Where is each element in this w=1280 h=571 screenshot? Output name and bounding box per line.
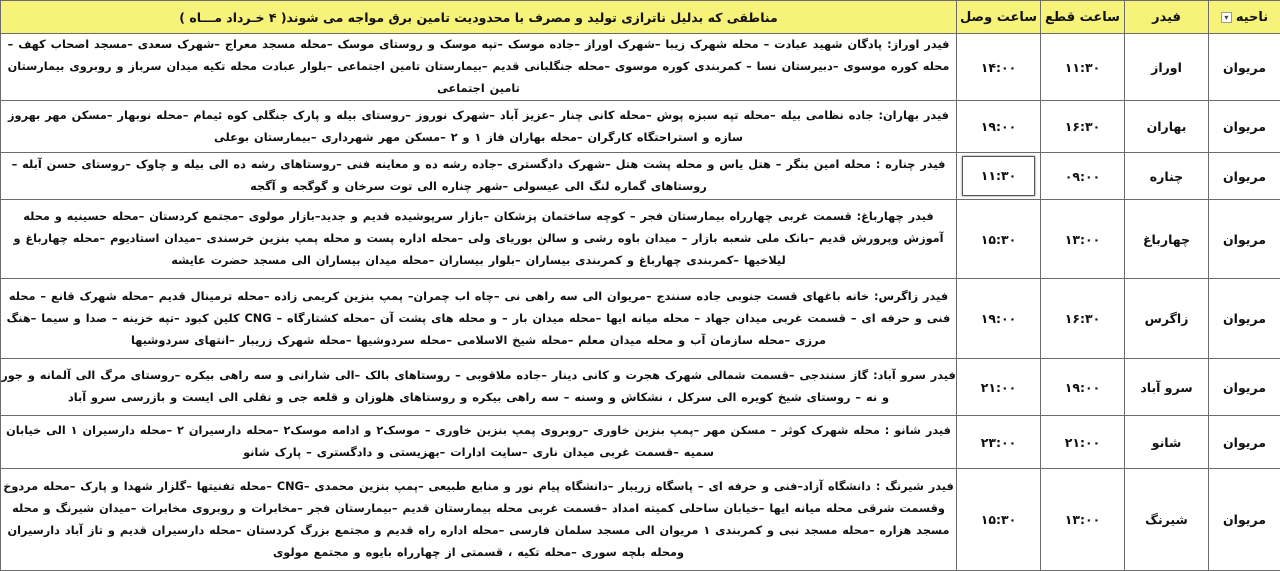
cell-cut-time [1041, 279, 1125, 359]
header-reconnect-time: ساعت وصل [957, 1, 1041, 34]
filter-dropdown-icon[interactable]: ▾ [1221, 12, 1232, 23]
cell-description: فیدر اوراز: پادگان شهید عبادت – محله شهرک زیبا –شهرک اوراز –جاده موسک –تپه موسک و روستای موسک –محله مسجد معراج –شهرک سعدی –مسجد اصحاب کهف –محله کوره موسوی –دبیرستان نسا – کمربندی کوره موسوی –محله جنگلبانی قدیم –بیمارستان تامین اجتماعی –بلوار عبادت محله تکیه میدان سرباز و روبروی بیمارستان تامین اجتماعی [1, 34, 957, 101]
header-cut-time: ساعت قطع [1041, 1, 1125, 34]
table-row [1, 416, 1280, 469]
cell-reconnect-time [957, 101, 1041, 153]
cell-feeder: بهاران [1125, 101, 1209, 153]
reconnect-time-value: ۱۵:۳۰ [965, 506, 1033, 533]
cell-reconnect-time [957, 279, 1041, 359]
header-feeder: فیدر [1125, 1, 1209, 34]
reconnect-time-value: ۲۳:۰۰ [965, 429, 1033, 456]
cell-area: مریوان [1209, 416, 1280, 469]
cut-time-value: ۲۱:۰۰ [1049, 429, 1117, 456]
cell-area: مریوان [1209, 359, 1280, 416]
cell-feeder: سرو آباد [1125, 359, 1209, 416]
cell-description: فیدر شانو : محله شهرک کوثر – مسکن مهر –پمپ بنزین خاوری –روبروی پمپ بنزین خاوری – موسک۲ و ادامه موسک۲ –محله دارسیران ۲ –محله دارسیران ۱ الی خیابان سمیه –قسمت غربی میدان ناری –سایت ادارات –بهزیستی و دادگستری – پارک شانو [1, 416, 957, 469]
reconnect-time-value: ۱۹:۰۰ [965, 305, 1033, 332]
reconnect-time-value: ۱۵:۳۰ [965, 226, 1033, 253]
cell-description: فیدر سرو آباد: گاز سنندجی –قسمت شمالی شهرک هجرت و کانی دینار –جاده ملاقوبی – روستاهای بالک –الی شارانی و سه راهی بیکره –روستای مرگ الی آلمانه و جور و نه – روستای شیخ کویره الی سرکل ، نشکاش و وسنه – سه راهی بیکره و روستاهای هلوزان و قلعه جی و نقلی الی ایست و بازرسی سرو آباد [1, 359, 957, 416]
cell-feeder: چناره [1125, 153, 1209, 200]
cell-description: فیدر بهاران: جاده نظامی بیله –محله تپه سبزه پوش –محله کانی چنار –عزیز آباد –شهرک نوروز –روستای بیله و پارک جنگلی کوه ئیمام –محله نوبهار –مسکن مهر بهروز سازه و استراحتگاه کارگران –محله بهاران فاز ۱ و ۲ –مسکن مهر شهرداری –بیمارستان بوعلی [1, 101, 957, 153]
cell-description: فیدر چناره : محله امین بنگر – هتل یاس و محله پشت هتل –شهرک دادگستری –جاده رشه ده و معاینه فنی –روستاهای رشه ده الی بیله و چاوک –روستای حسن آبله –روستاهای گماره لنگ الی عیسولی –شهر چناره الی توت سرخان و گوگجه و آگجه [1, 153, 957, 200]
cell-reconnect-time [957, 200, 1041, 279]
table-row [1, 101, 1280, 153]
cell-cut-time [1041, 469, 1125, 571]
cell-area: مریوان [1209, 200, 1280, 279]
table-row [1, 469, 1280, 571]
cut-time-value: ۱۱:۳۰ [1049, 54, 1117, 81]
table-row [1, 200, 1280, 279]
cell-feeder: چهارباغ [1125, 200, 1209, 279]
table-row [1, 34, 1280, 101]
cell-feeder: شیرنگ [1125, 469, 1209, 571]
cell-cut-time [1041, 416, 1125, 469]
table-row [1, 359, 1280, 416]
cell-area: مریوان [1209, 469, 1280, 571]
cell-reconnect-time [957, 34, 1041, 101]
table-header-row [1, 1, 1280, 34]
cell-cut-time [1041, 101, 1125, 153]
cell-cut-time [1041, 359, 1125, 416]
cut-time-value: ۱۶:۳۰ [1049, 305, 1117, 332]
cell-area: مریوان [1209, 34, 1280, 101]
reconnect-time-value: ۱۴:۰۰ [965, 54, 1033, 81]
reconnect-time-value: ۲۱:۰۰ [965, 374, 1033, 401]
cell-cut-time [1041, 153, 1125, 200]
cell-feeder: زاگرس [1125, 279, 1209, 359]
cut-time-value: ۱۳:۰۰ [1049, 506, 1117, 533]
cell-feeder: اوراز [1125, 34, 1209, 101]
cell-feeder: شانو [1125, 416, 1209, 469]
cell-reconnect-time [957, 469, 1041, 571]
cell-reconnect-time [957, 416, 1041, 469]
cell-description: فیدر زاگرس: خانه باغهای قست جنوبی جاده سنندج –مریوان الی سه راهی نی –چاه اب چمران– پمپ بنزین کریمی زاده –محله ترمینال قدیم –محله شهرک قانع – محله فنی و حرفه ای – قسمت غربی میدان جهاد – محله میانه ایها –محله میدان بار – و محله های پشت آن –محله کشتارگاه – CNG کلین کبود –تپه خزینه – صدا و سیما –هنگ مرزی –محله سازمان آب و محله میدان معلم –محله شیخ الاسلامی –محله سردوشیها –محله شهرک زریبار –انتهای سردوشیها [1, 279, 957, 359]
table-row [1, 153, 1280, 200]
cell-area: مریوان [1209, 153, 1280, 200]
cell-description: فیدر چهارباغ: قسمت غربی چهارراه بیمارستان فجر – کوچه ساختمان پزشکان –بازار سرپوشیده قدیم و جدید–بازار مولوی –مجتمع کردستان –محله حسینیه و محله آموزش وپرورش قدیم –بانک ملی شعبه بازار – میدان باوه رشی و سالن بوریای ولی –محله اداره پست و محله پمپ بنزین خرسندی –میدان استادیوم –محله چهارباغ و لیلاخیها –کمربندی چهارباغ و کمربندی بیساران –بلوار بیساران –محله میدان بیساران الی مسجد حضرت عایشه [1, 200, 957, 279]
header-description: مناطقی که بدلیل ناترازی تولید و مصرف با محدودیت تامین برق مواجه می شوند( ۴ خـرداد مـــاه ) [1, 1, 957, 34]
cut-time-value: ۰۹:۰۰ [1049, 163, 1117, 190]
cell-reconnect-time[interactable] [957, 153, 1041, 200]
cell-description: فیدر شیرنگ : دانشگاه آزاد–فنی و حرفه ای – پاسگاه زریبار –دانشگاه پیام نور و منابع طبیعی –پمپ بنزین محمدی –CNG –محله تفنیتها –گلزار شهدا و پارک –محله مردوخ وقسمت شرقی محله میانه ایها –خیابان ساحلی کمیته امداد –قسمت غربی محله بیمارستان قدیم –بیمارستان فجر –مخابرات و روبروی مخابرات –میدان شیرنگ و محله مسجد هزاره –محله مسجد نبی و کمربندی ۱ مریوان الی مسجد سلمان فارسی –محله اداره راه قدیم و مجتمع بزرگ کردستان –محله دارسیران قدیم و تاز آباد دارسیران ومحله بلچه سوری –محله تکیه ، قسمتی از چهارراه بایوه و مجتمع مولوی [1, 469, 957, 571]
cell-cut-time [1041, 34, 1125, 101]
header-area[interactable]: ناحیه▾ [1209, 1, 1280, 34]
reconnect-time-value: ۱۹:۰۰ [965, 113, 1033, 140]
cut-time-value: ۱۶:۳۰ [1049, 113, 1117, 140]
cut-time-value: ۱۹:۰۰ [1049, 374, 1117, 401]
table-row [1, 279, 1280, 359]
cell-cut-time [1041, 200, 1125, 279]
cut-time-value: ۱۳:۰۰ [1049, 226, 1117, 253]
cell-area: مریوان [1209, 279, 1280, 359]
cell-reconnect-time [957, 359, 1041, 416]
reconnect-time-value: ۱۱:۳۰ [962, 156, 1035, 196]
cell-area: مریوان [1209, 101, 1280, 153]
